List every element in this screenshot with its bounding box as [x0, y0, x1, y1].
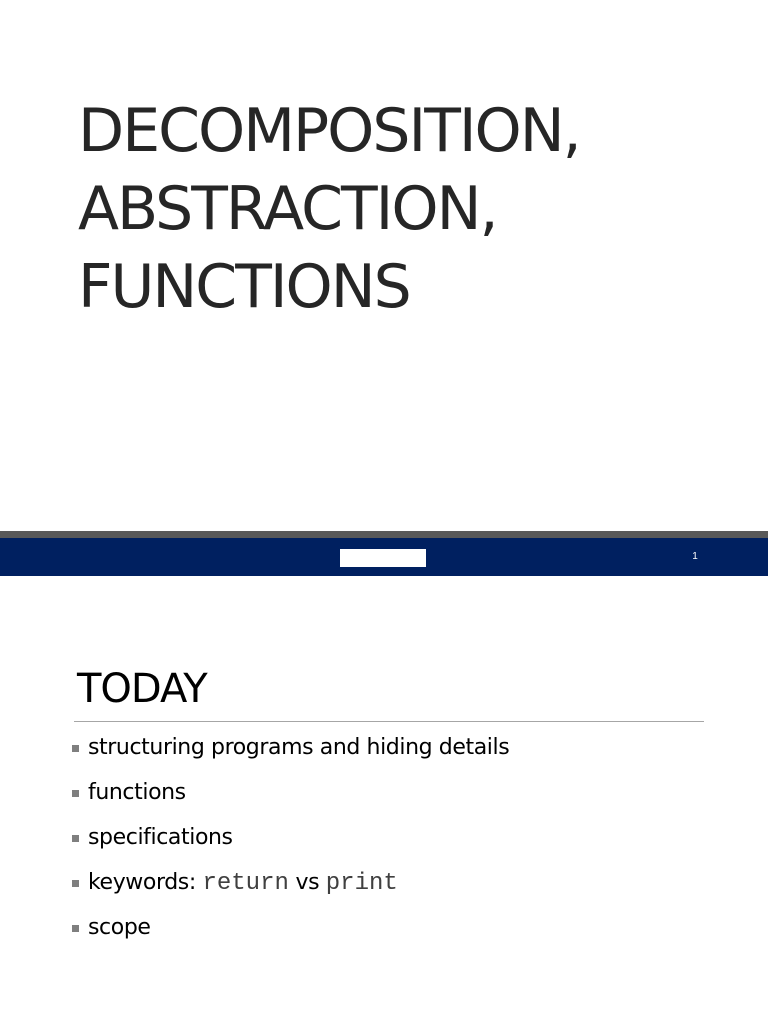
- heading-divider: [74, 721, 704, 722]
- square-bullet-icon: [72, 790, 79, 797]
- bullet-text-prefix: keywords:: [88, 870, 203, 895]
- bullet-item: [70, 866, 509, 911]
- bullet-list: [70, 731, 509, 956]
- square-bullet-icon: [72, 745, 79, 752]
- title-line: FUNCTIONS: [78, 252, 410, 322]
- slide-heading: TODAY: [77, 666, 207, 712]
- code-keyword-return: return: [202, 870, 289, 897]
- page-number: 1: [692, 551, 698, 562]
- slide-today: [0, 576, 768, 1024]
- title-line: ABSTRACTION,: [78, 174, 497, 244]
- title-line: DECOMPOSITION,: [78, 96, 580, 166]
- bullet-text: structuring programs and hiding details: [88, 735, 510, 760]
- square-bullet-icon: [72, 835, 79, 842]
- square-bullet-icon: [72, 925, 79, 932]
- code-keyword-print: print: [325, 870, 398, 897]
- bullet-item: [70, 821, 509, 866]
- bullet-item: [70, 776, 509, 821]
- bullet-item: [70, 911, 509, 956]
- bullet-text: scope: [88, 915, 151, 940]
- footer-stripe: [0, 531, 768, 538]
- footer-logo-box: [340, 549, 426, 567]
- bullet-text: specifications: [88, 825, 233, 850]
- bullet-text-middle: vs: [288, 870, 326, 895]
- slide-title-heading: [78, 92, 738, 326]
- bullet-item: [70, 731, 509, 776]
- bullet-text: functions: [88, 780, 186, 805]
- footer-bar: [0, 538, 768, 576]
- square-bullet-icon: [72, 880, 79, 887]
